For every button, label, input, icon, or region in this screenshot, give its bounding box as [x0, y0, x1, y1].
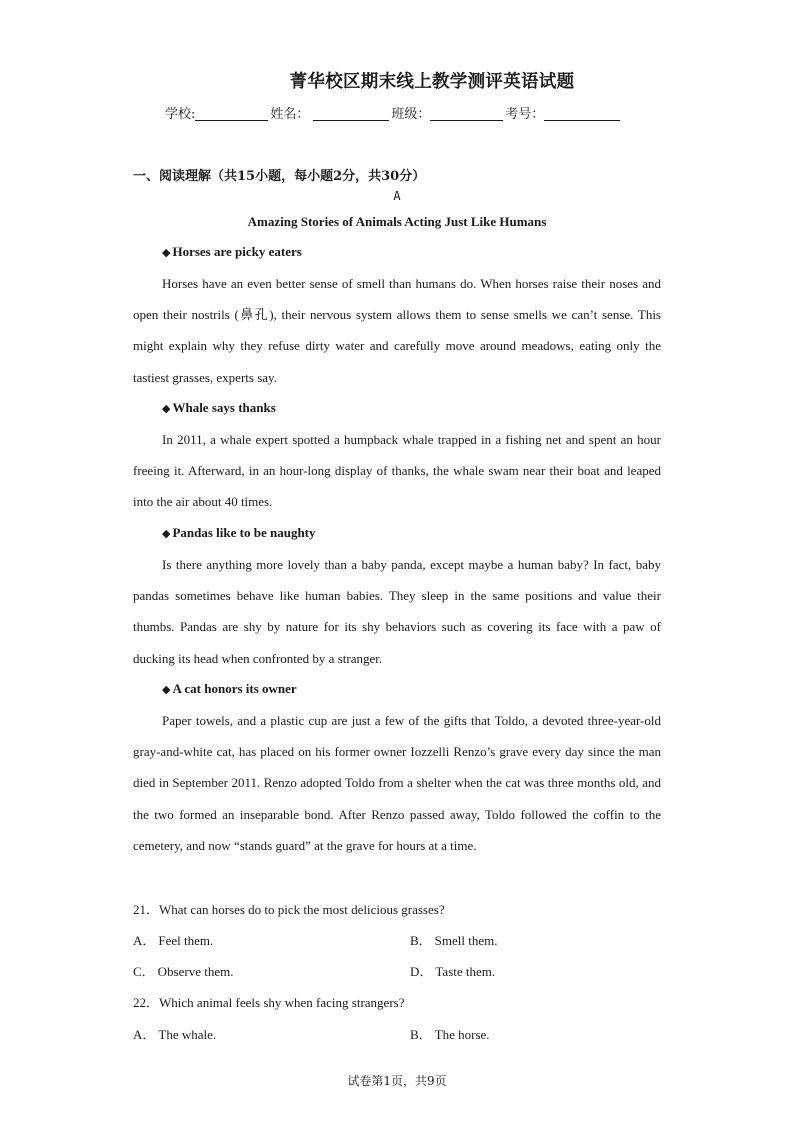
school-field[interactable]: [195, 106, 268, 121]
option-letter: D．: [410, 964, 433, 979]
option-text: The horse.: [434, 1027, 490, 1042]
question-text: Which animal feels shy when facing strangers?: [159, 995, 405, 1010]
page-footer: 试卷第1页，共9页: [347, 1074, 447, 1088]
passage-paragraph-pandas: Is there anything more lovely than a baby panda, except maybe a human baby? In fact, baby pandas sometimes behave like human babies. They sleep in the same positions and value their thumbs. Pandas are shy by nature for its shy behaviors such as covering its face with a paw of ducking its head when confronted by a stranger.: [133, 557, 661, 666]
option-letter: B．: [410, 1027, 432, 1042]
question-22: [133, 992, 404, 1011]
heading-text: Whale says thanks: [172, 400, 276, 415]
heading-text: Horses are picky eaters: [172, 244, 302, 259]
question-21: [133, 899, 445, 918]
student-info-line: [165, 103, 622, 122]
class-label: 班级：: [391, 107, 431, 122]
exam-number-label: 考号：: [505, 107, 545, 122]
school-label: 学校:: [165, 107, 196, 122]
section-heading: 一、阅读理解（共15小题，每小题2分，共30分）: [133, 169, 426, 184]
diamond-icon: ◆: [162, 683, 171, 696]
passage-title: Amazing Stories of Animals Acting Just Like Humans: [247, 214, 547, 229]
diamond-icon: ◆: [162, 402, 171, 415]
passage-heading-pandas: [162, 525, 316, 541]
exam-number-field[interactable]: [544, 106, 620, 121]
option-21-c[interactable]: [133, 961, 233, 980]
passage-paragraph-whale: In 2011, a whale expert spotted a humpback whale trapped in a fishing net and spent an hour freeing it. Afterward, in an hour-long display of thanks, the whale swam near their boat and leaped into the air about 40 times.: [133, 432, 661, 510]
option-text: Taste them.: [435, 964, 496, 979]
diamond-icon: ◆: [162, 246, 171, 259]
passage-paragraph-horses: Horses have an even better sense of smell than humans do. When horses raise their noses and open their nostrils (鼻孔), their nervous system allows them to sense smells we can’t sense. This might explain why they refuse dirty water and carefully move around meadows, eating only the tastiest grasses, experts say.: [133, 276, 661, 385]
option-21-a[interactable]: [133, 930, 213, 949]
option-21-b[interactable]: [410, 930, 498, 949]
option-21-d[interactable]: [410, 961, 495, 980]
diamond-icon: ◆: [162, 527, 171, 540]
option-letter: A．: [133, 933, 156, 948]
class-field[interactable]: [430, 106, 503, 121]
passage-heading-whale: [162, 400, 276, 416]
option-letter: B．: [410, 933, 432, 948]
heading-text: Pandas like to be naughty: [172, 525, 316, 540]
heading-text: A cat honors its owner: [172, 681, 297, 696]
option-text: Feel them.: [158, 933, 214, 948]
passage-heading-cat: [162, 681, 297, 697]
name-label: 姓名：: [270, 107, 310, 122]
option-text: Observe them.: [157, 964, 234, 979]
name-field[interactable]: [313, 106, 389, 121]
option-text: Smell them.: [434, 933, 498, 948]
question-number: 21．: [133, 902, 160, 917]
question-number: 22．: [133, 995, 160, 1010]
exam-title: 菁华校区期末线上教学测评英语试题: [289, 72, 575, 92]
option-22-b[interactable]: [410, 1024, 490, 1043]
option-letter: A．: [133, 1027, 156, 1042]
option-22-a[interactable]: [133, 1024, 216, 1043]
passage-paragraph-cat: Paper towels, and a plastic cup are just a few of the gifts that Toldo, a devoted three-year-old gray-and-white cat, has placed on his former owner Iozzelli Renzo’s grave every day since the man died in September 2011. Renzo adopted Toldo from a shelter when the cat was three months old, and the two formed an inseparable bond. After Renzo passed away, Toldo followed the coffin to the cemetery, and now “stands guard” at the grave for hours at a time.: [133, 713, 661, 853]
option-letter: C．: [133, 964, 155, 979]
part-letter: A: [393, 189, 401, 203]
option-text: The whale.: [158, 1027, 217, 1042]
passage-heading-horses: [162, 244, 302, 260]
question-text: What can horses do to pick the most delicious grasses?: [159, 902, 445, 917]
